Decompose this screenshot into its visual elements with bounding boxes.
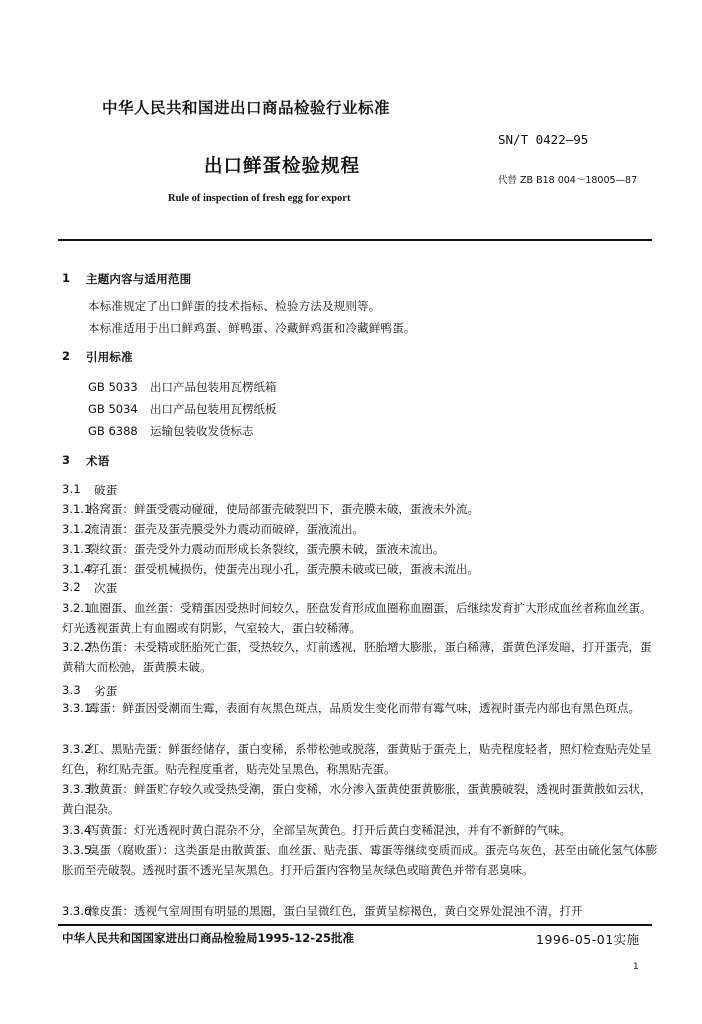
clause-3-3-4 — [62, 821, 662, 841]
clause-number: 3.1.1 — [62, 502, 92, 516]
clause-text: 流清蛋：蛋壳及蛋壳膜受外力震动而破碎，蛋液流出。 — [88, 522, 364, 536]
effective-date: 1996-05-01实施 — [536, 932, 640, 947]
clause-3-2-number: 3.2 — [62, 580, 81, 594]
section-3-heading: 术语 — [86, 454, 110, 468]
clause-text: 格窝蛋：鲜蛋受震动碰碰，使局部蛋壳破裂凹下，蛋壳膜未破，蛋液未外流。 — [88, 502, 479, 516]
clause-number: 3.3.1 — [62, 701, 92, 715]
clause-3-1-3 — [62, 540, 662, 560]
clause-number: 3.3.4 — [62, 823, 92, 837]
clause-number: 3.1.3 — [62, 542, 92, 556]
clause-number: 3.1.4 — [62, 562, 92, 576]
reference-code: GB 5034 — [88, 402, 138, 416]
clause-3-3-5 — [62, 841, 662, 880]
clause-3-3-number: 3.3 — [62, 683, 81, 697]
clause-text: 散黄蛋：鲜蛋贮存较久或受热受潮，蛋白变稀，水分渗入蛋黄使蛋黄膨胀，蛋黄膜破裂，透视时蛋黄散如云状，黄白混杂。 — [62, 782, 652, 816]
clause-3-2-heading: 次蛋 — [94, 581, 118, 595]
reference-code: GB 6388 — [88, 424, 138, 438]
section-1-paragraph-1: 本标准规定了出口鲜蛋的技术指标、检验方法及规则等。 — [88, 299, 381, 313]
reference-name: 出口产品包装用瓦楞纸板 — [150, 402, 277, 416]
clause-text: 穿孔蛋：蛋受机械损伤，使蛋壳出现小孔，蛋壳膜未破或已破，蛋液未流出。 — [88, 562, 479, 576]
reference-row — [88, 379, 277, 395]
clause-3-3-6 — [62, 902, 662, 922]
clause-3-1-2 — [62, 520, 662, 540]
header-rule — [58, 239, 652, 241]
section-1-heading: 主题内容与适用范围 — [86, 272, 192, 286]
section-2-number: 2 — [62, 349, 71, 363]
clause-3-1-heading: 破蛋 — [94, 483, 118, 497]
reference-name: 出口产品包装用瓦楞纸箱 — [150, 380, 277, 394]
reference-code: GB 5033 — [88, 380, 138, 394]
reference-row — [88, 423, 254, 439]
clause-number: 3.3.5 — [62, 843, 92, 857]
clause-3-3-heading: 劣蛋 — [94, 684, 118, 698]
clause-3-2-2 — [62, 638, 662, 677]
approval-line: 中华人民共和国国家进出口商品检验局1995-12-25批准 — [62, 931, 355, 945]
clause-number: 3.3.3 — [62, 782, 92, 796]
clause-number: 3.3.2 — [62, 742, 92, 756]
standard-number: SN/T 0422—95 — [498, 132, 589, 147]
clause-3-3-2 — [62, 740, 662, 779]
clause-text: 泻黄蛋：灯光透视时黄白混杂不分，全部呈灰黄色。打开后黄白变稀混浊，并有不新鲜的气味。 — [88, 823, 571, 837]
footer-rule — [58, 924, 652, 926]
clause-text: 霉蛋：鲜蛋因受潮而生霉，表面有灰黑色斑点，品质发生变化而带有霉气味，透视时蛋壳内部也有黑色斑点。 — [88, 701, 640, 715]
clause-3-3-3 — [62, 780, 662, 819]
reference-name: 运输包装收发货标志 — [150, 424, 254, 438]
section-2-heading: 引用标准 — [86, 350, 133, 364]
clause-text: 红、黑贴壳蛋：鲜蛋经储存，蛋白变稀，系带松弛或脱落，蛋黄贴于蛋壳上，贴壳程度轻者，照灯检查贴壳处呈红色，称红贴壳蛋。贴壳程度重者，贴壳处呈黑色，称黑贴壳蛋。 — [62, 742, 652, 776]
reference-row — [88, 401, 277, 417]
clause-3-3-1 — [62, 699, 662, 719]
replaces-note: 代替 ZB B18 004～18005—87 — [498, 175, 638, 186]
clause-text: 臭蛋（腐败蛋）：这类蛋是由散黄蛋、血丝蛋、贴壳蛋、霉蛋等继续变质而成。蛋壳乌灰色，甚至由硫化氢气体膨胀而至壳破裂。透视时蛋不透光呈灰黑色。打开后蛋内容物呈灰绿色或暗黄色并带有恶臭味。 — [62, 843, 658, 877]
issuing-body-title: 中华人民共和国进出口商品检验行业标准 — [102, 99, 391, 117]
clause-text: 裂纹蛋：蛋壳受外力震动而形成长条裂纹，蛋壳膜未破，蛋液未流出。 — [88, 542, 445, 556]
page-number: 1 — [633, 962, 639, 972]
document-title: 出口鲜蛋检验规程 — [204, 156, 361, 177]
clause-3-1-1 — [62, 500, 662, 520]
clause-number: 3.3.6 — [62, 904, 92, 918]
section-1-number: 1 — [62, 271, 71, 285]
clause-text: 热伤蛋：未受精或胚胎死亡蛋，受热较久，灯前透视，胚胎增大膨胀，蛋白稀薄，蛋黄色泽发暗，打开蛋壳，蛋黄稍大而松弛，蛋黄膜未破。 — [62, 640, 652, 674]
clause-number: 3.1.2 — [62, 522, 92, 536]
clause-3-2-1 — [62, 599, 662, 638]
clause-number: 3.2.2 — [62, 640, 92, 654]
english-title: Rule of inspection of fresh egg for export — [168, 193, 351, 204]
section-3-number: 3 — [62, 453, 71, 467]
clause-number: 3.2.1 — [62, 601, 92, 615]
section-1-paragraph-2: 本标准适用于出口鲜鸡蛋、鲜鸭蛋、冷藏鲜鸡蛋和冷藏鲜鸭蛋。 — [88, 321, 416, 335]
clause-text: 血圈蛋、血丝蛋：受精蛋因受热时间较久，胚盘发育形成血圈称血圈蛋，后继续发育扩大形成血丝者称血丝蛋。灯光透视蛋黄上有血圈或有阴影，气室较大，蛋白较稀薄。 — [62, 601, 652, 635]
clause-3-1-number: 3.1 — [62, 482, 81, 496]
clause-3-1-4 — [62, 560, 662, 580]
clause-text: 橡皮蛋：透视气室周围有明显的黑圈，蛋白呈微红色，蛋黄呈棕褐色，黄白交界处混浊不清，打开 — [88, 904, 583, 918]
